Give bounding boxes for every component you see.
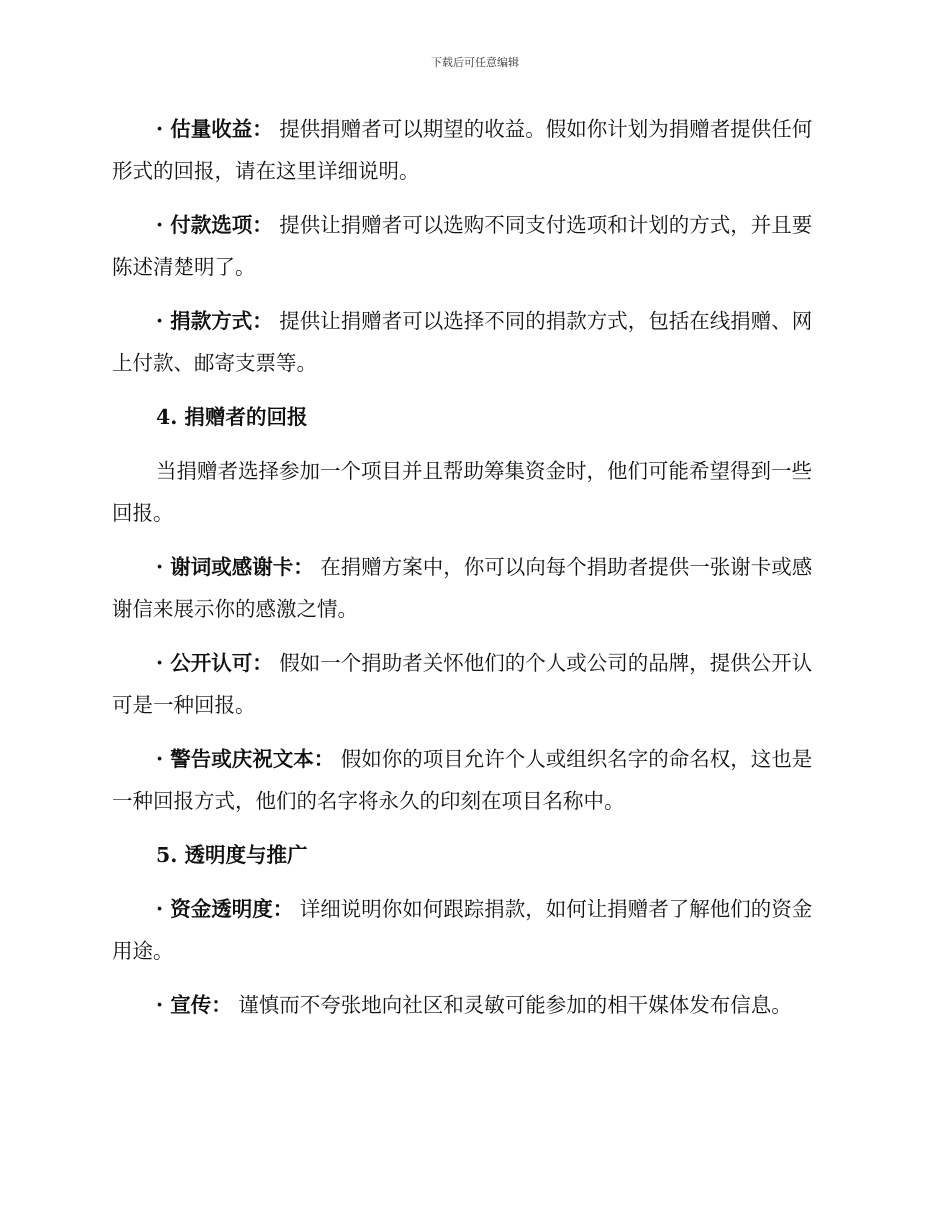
item-label: · 宣传：: [156, 993, 232, 1017]
list-item: [112, 300, 830, 384]
item-label: · 估量收益：: [156, 117, 273, 141]
list-item: [112, 204, 830, 288]
document-body: [112, 108, 830, 1038]
section-heading: 5. 透明度与推广: [156, 843, 308, 867]
list-item: [112, 108, 830, 192]
section-intro: 当捐赠者选择参加一个项目并且帮助筹集资金时，他们可能希望得到一些回报。: [112, 459, 812, 525]
item-label: · 付款选项：: [156, 213, 273, 237]
list-item: [112, 546, 830, 630]
item-text: 假如一个捐助者关怀他们的个人或公司的品牌，提供公开认可是一种回报。: [112, 651, 813, 717]
section-heading: 4. 捐赠者的回报: [156, 405, 308, 429]
item-text: 提供捐赠者可以期望的收益。假如你计划为捐赠者提供任何形式的回报，请在这里详细说明。: [112, 117, 813, 183]
list-item: [112, 642, 830, 726]
item-text: 提供让捐赠者可以选择不同的捐款方式，包括在线捐赠、网上付款、邮寄支票等。: [112, 309, 813, 375]
item-label: · 捐款方式：: [156, 309, 273, 333]
list-item: [112, 888, 830, 972]
item-text: 谨慎而不夸张地向社区和灵敏可能参加的相干媒体发布信息。: [231, 993, 792, 1017]
item-label: · 资金透明度：: [156, 897, 294, 921]
item-label: · 公开认可：: [156, 651, 273, 675]
item-label: · 谢词或感谢卡：: [156, 555, 314, 579]
list-item: [112, 738, 830, 822]
item-text: 在捐赠方案中，你可以向每个捐助者提供一张谢卡或感谢信来展示你的感激之情。: [112, 555, 813, 621]
list-item: [112, 984, 830, 1026]
item-text: 提供让捐赠者可以选购不同支付选项和计划的方式，并且要陈述清楚明了。: [112, 213, 813, 279]
item-text: 详细说明你如何跟踪捐款，如何让捐赠者了解他们的资金用途。: [112, 897, 813, 963]
item-label: · 警告或庆祝文本：: [156, 747, 335, 771]
page-header: 下载后可任意编辑: [431, 56, 519, 69]
item-text: 假如你的项目允许个人或组织名字的命名权，这也是一种回报方式，他们的名字将永久的印刻在项目名称中。: [112, 747, 813, 813]
